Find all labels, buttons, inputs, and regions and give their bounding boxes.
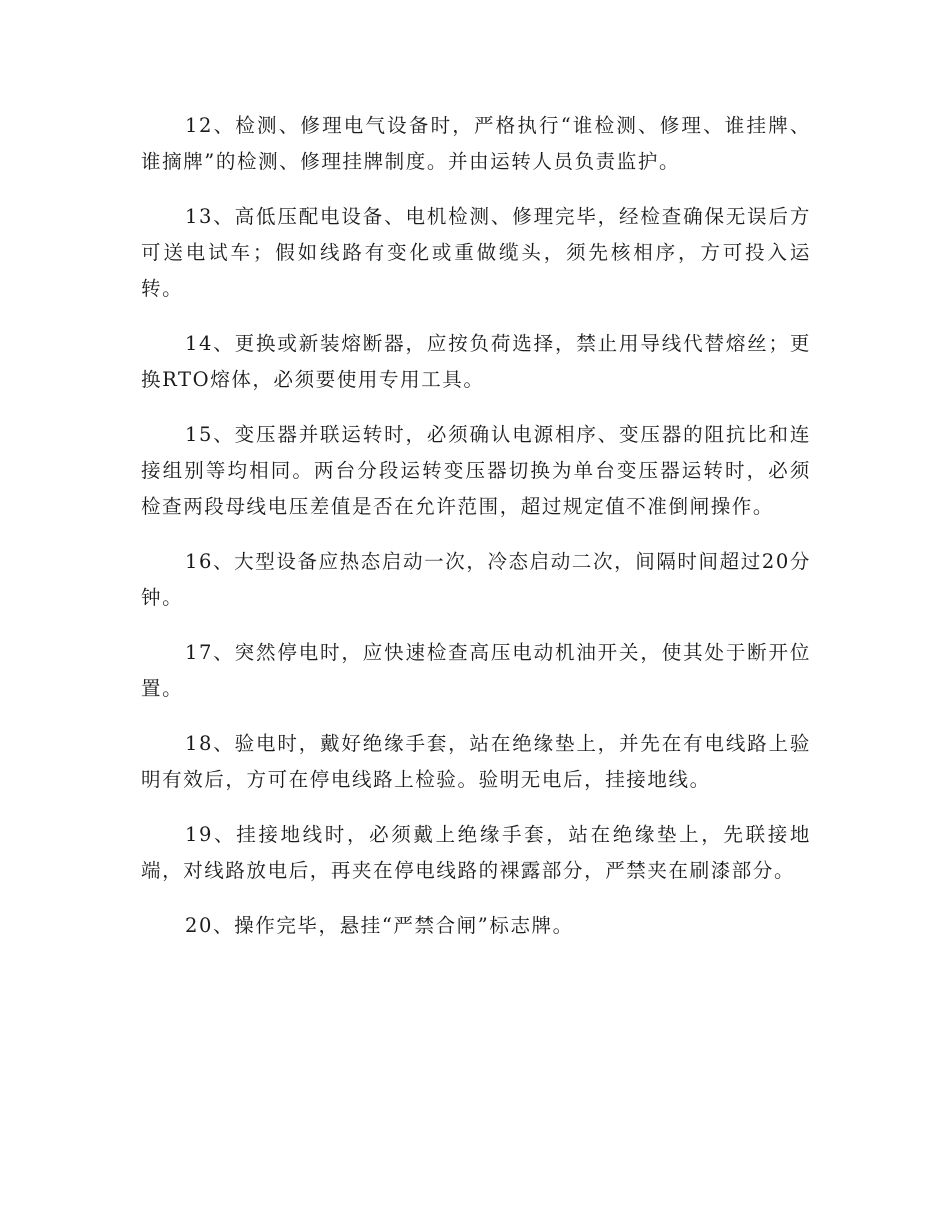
paragraph-18: 18、验电时，戴好绝缘手套，站在绝缘垫上，并先在有电线路上验明有效后，方可在停电线路上检验。验明无电后，挂接地线。	[141, 732, 811, 791]
paragraph-17: 17、突然停电时，应快速检查高压电动机油开关，使其处于断开位置。	[141, 641, 811, 700]
paragraph-14: 14、更换或新装熔断器，应按负荷选择，禁止用导线代替熔丝；更换RTO熔体，必须要使用专用工具。	[141, 332, 811, 391]
paragraph-19: 19、挂接地线时，必须戴上绝缘手套，站在绝缘垫上，先联接地端，对线路放电后，再夹在停电线路的裸露部分，严禁夹在刷漆部分。	[141, 823, 811, 882]
paragraph-12: 12、检测、修理电气设备时，严格执行“谁检测、修理、谁挂牌、谁摘牌”的检测、修理挂牌制度。并由运转人员负责监护。	[141, 114, 811, 173]
document-body	[141, 108, 811, 963]
paragraph-15: 15、变压器并联运转时，必须确认电源相序、变压器的阻抗比和连接组别等均相同。两台分段运转变压器切换为单台变压器运转时，必须检查两段母线电压差值是否在允许范围，超过规定值不准倒闸操作。	[141, 423, 811, 518]
paragraph-20: 20、操作完毕，悬挂“严禁合闸”标志牌。	[185, 914, 574, 937]
paragraph-16: 16、大型设备应热态启动一次，冷态启动二次，间隔时间超过20分钟。	[141, 550, 811, 609]
paragraph-13: 13、高低压配电设备、电机检测、修理完毕，经检查确保无误后方可送电试车；假如线路有变化或重做缆头，须先核相序，方可投入运转。	[141, 205, 811, 300]
